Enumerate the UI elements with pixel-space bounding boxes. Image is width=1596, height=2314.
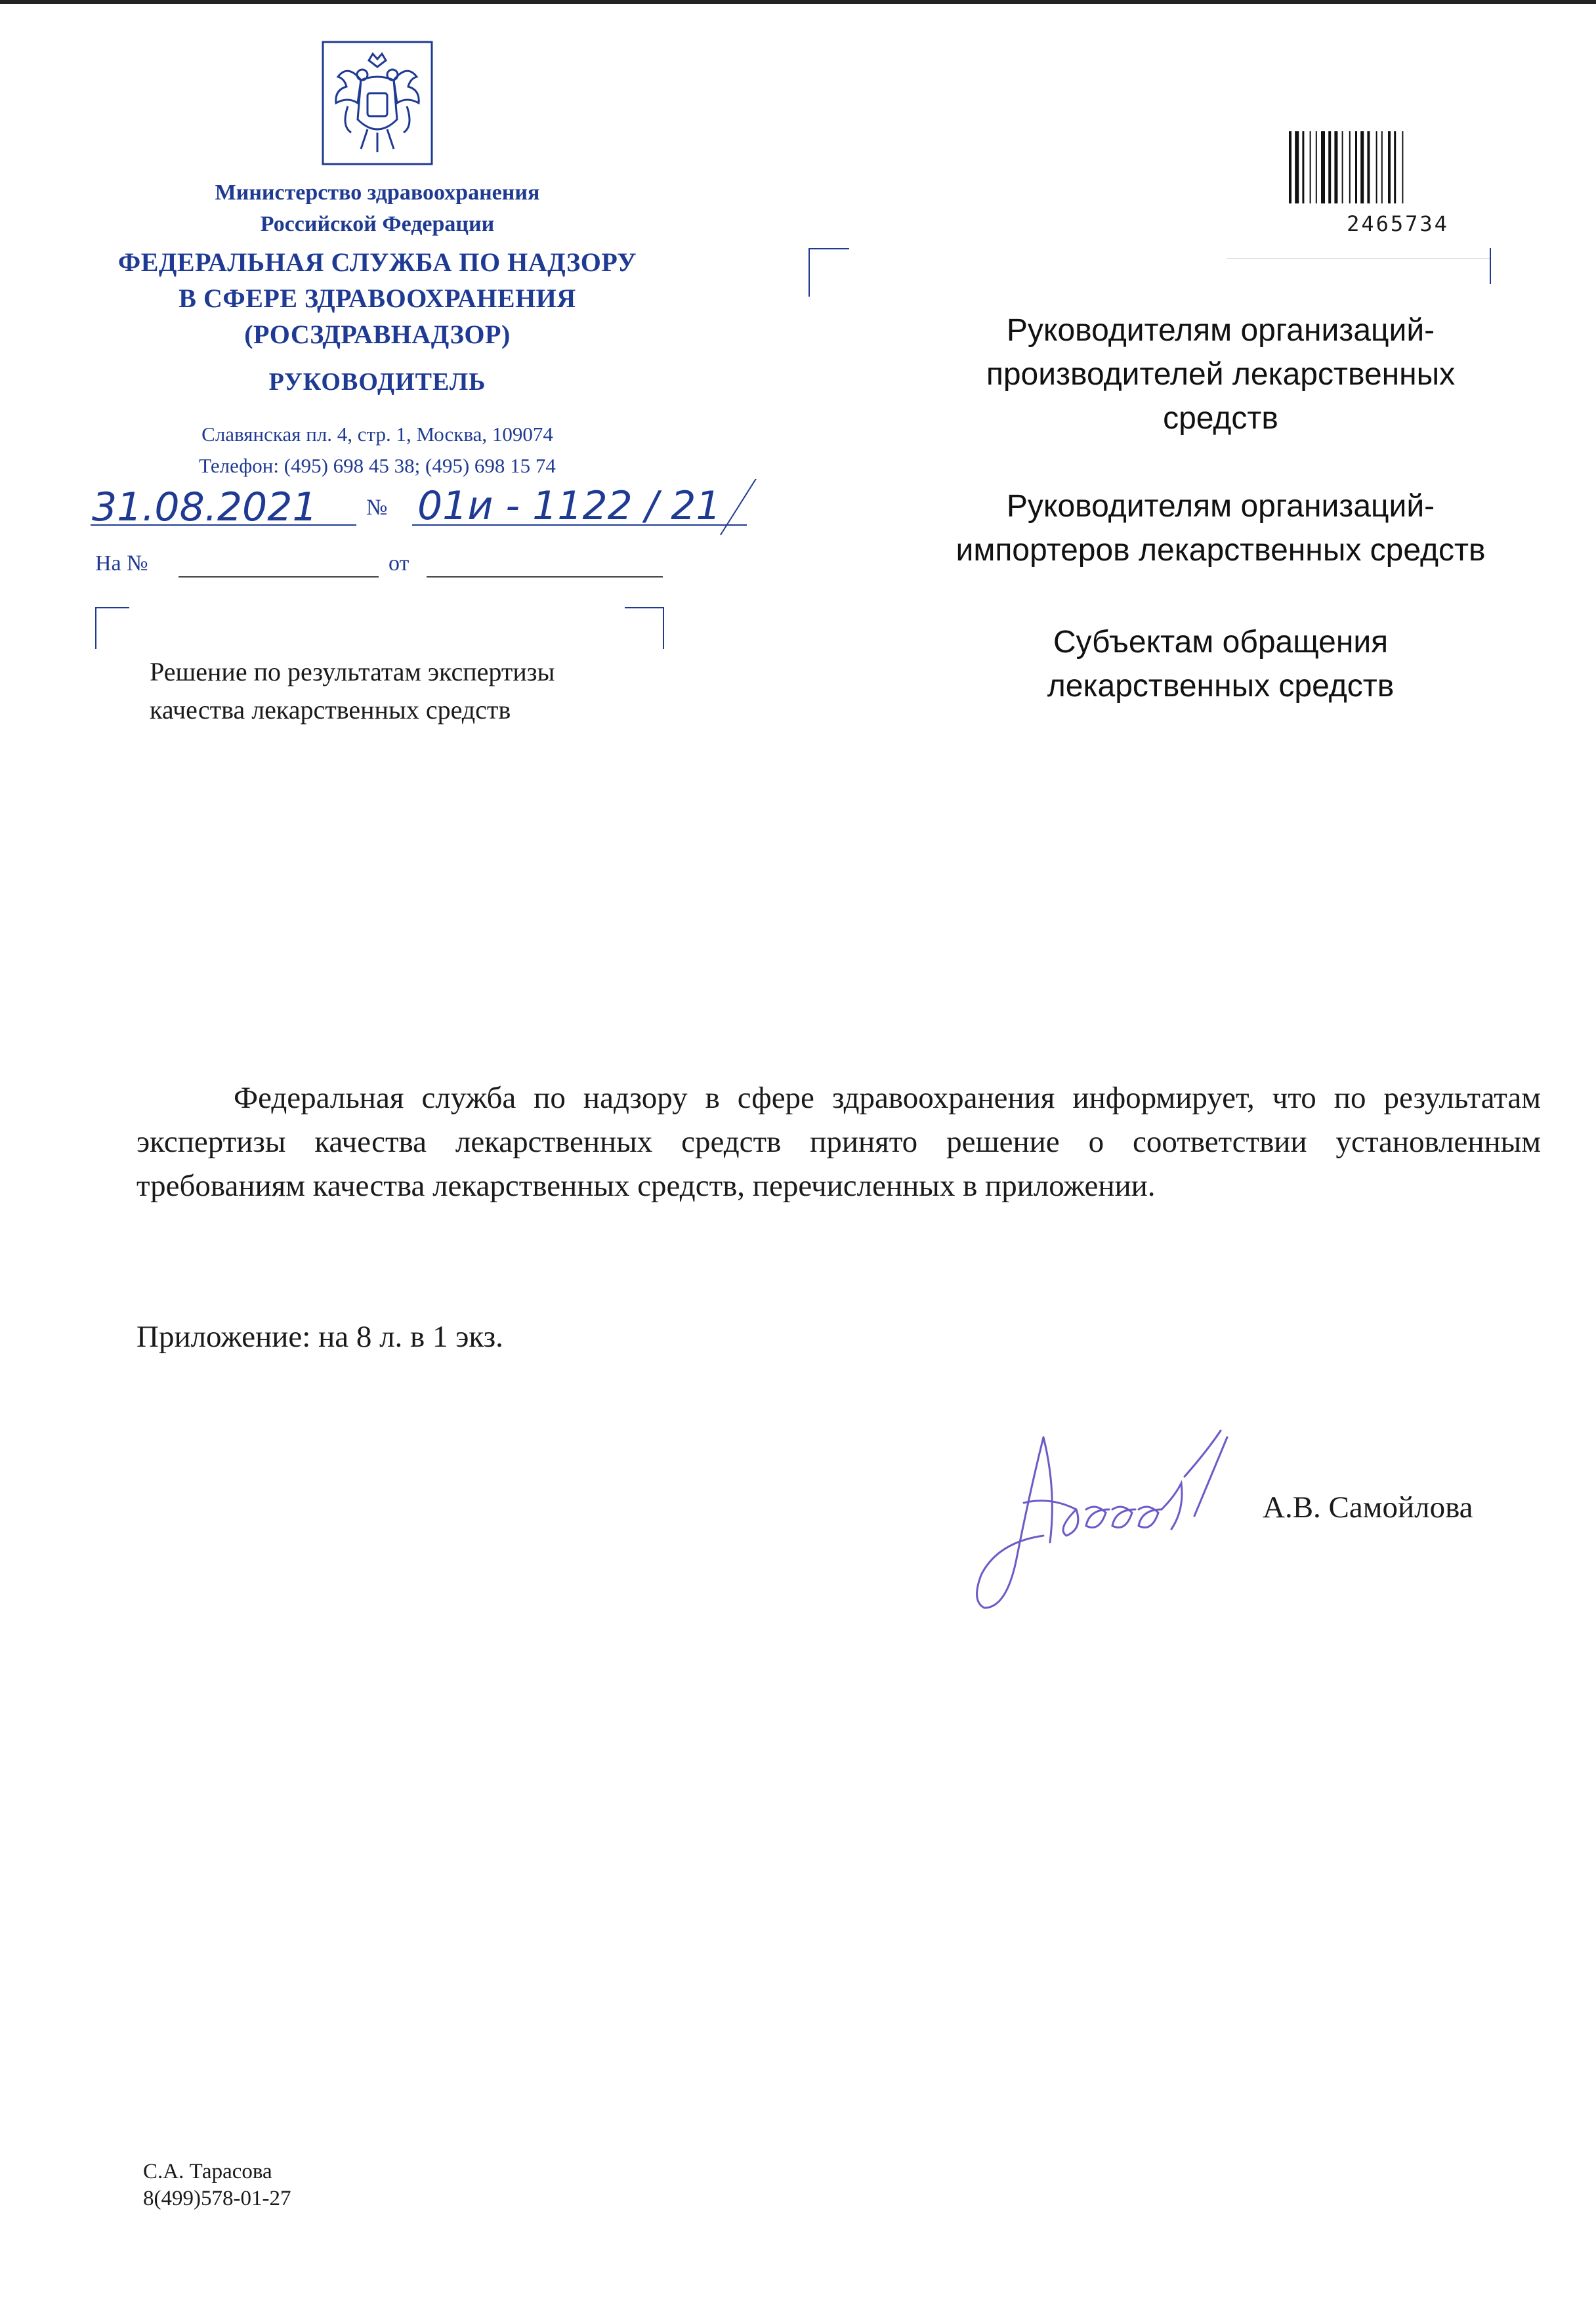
on-number-label: На № bbox=[95, 551, 148, 576]
barcode-bar bbox=[1367, 131, 1370, 203]
barcode-bar bbox=[1388, 131, 1391, 203]
subject-corner-mark-left bbox=[95, 607, 129, 649]
addressee-subjects bbox=[886, 620, 1555, 708]
position-title: РУКОВОДИТЕЛЬ bbox=[268, 368, 486, 396]
subject-corner-mark-right bbox=[625, 607, 664, 649]
letter-subject bbox=[150, 653, 707, 729]
scan-top-edge bbox=[0, 0, 1596, 4]
address-corner-mark bbox=[808, 248, 849, 297]
agency-line: В СФЕРЕ ЗДРАВООХРАНЕНИЯ bbox=[178, 284, 576, 313]
barcode-bar bbox=[1310, 131, 1311, 203]
subject-line: качества лекарственных средств bbox=[150, 695, 511, 725]
barcode-bar bbox=[1295, 131, 1299, 203]
barcode-bar bbox=[1289, 131, 1292, 203]
barcode-number: 2465734 bbox=[1347, 211, 1449, 236]
agency-line: ФЕДЕРАЛЬНАЯ СЛУЖБА ПО НАДЗОРУ bbox=[117, 247, 637, 277]
barcode-bar bbox=[1349, 131, 1351, 203]
registration-number: 01и - 1122 / 21 bbox=[417, 483, 721, 529]
barcode-bar bbox=[1381, 131, 1383, 203]
barcode-bar bbox=[1316, 131, 1317, 203]
barcode-bar bbox=[1302, 131, 1304, 203]
barcode-bar bbox=[1376, 131, 1377, 203]
ministry-line: Российской Федерации bbox=[260, 212, 495, 236]
addressee-line: лекарственных средств bbox=[1047, 669, 1395, 704]
addressee-line: средств bbox=[1163, 401, 1278, 436]
addressee-importers bbox=[886, 484, 1555, 572]
on-number-blank bbox=[178, 576, 379, 578]
addressee-line: импортеров лекарственных средств bbox=[956, 533, 1486, 568]
addressee-line: Руководителям организаций- bbox=[1006, 489, 1435, 524]
phone: Телефон: (495) 698 45 38; (495) 698 15 74 bbox=[199, 454, 556, 477]
barcode-bar bbox=[1394, 131, 1396, 203]
agency-name bbox=[72, 244, 682, 352]
barcode-bar bbox=[1328, 131, 1331, 203]
addressee-line: Руководителям организаций- bbox=[1006, 313, 1435, 348]
number-label: № bbox=[366, 495, 388, 520]
handwritten-signature-icon bbox=[945, 1411, 1260, 1621]
barcode-bar bbox=[1342, 131, 1343, 203]
from-label: от bbox=[388, 551, 410, 576]
addressee-manufacturers bbox=[886, 308, 1555, 440]
agency-line: (РОСЗДРАВНАДЗОР) bbox=[244, 320, 511, 349]
address: Славянская пл. 4, стр. 1, Москва, 109074 bbox=[201, 423, 553, 446]
executor-name: С.А. Тарасова bbox=[143, 2160, 272, 2183]
ministry-line: Министерство здравоохранения bbox=[215, 180, 540, 205]
attachment-note: Приложение: на 8 л. в 1 экз. bbox=[136, 1320, 503, 1354]
from-date-blank bbox=[427, 576, 663, 578]
executor-phone: 8(499)578-01-27 bbox=[143, 2187, 291, 2210]
barcode-bar bbox=[1402, 131, 1403, 203]
barcode-bar bbox=[1334, 131, 1337, 203]
registration-date: 31.08.2021 bbox=[92, 484, 318, 530]
contact-block bbox=[98, 419, 656, 482]
barcode-bar bbox=[1355, 131, 1357, 203]
double-headed-eagle-icon bbox=[322, 41, 433, 165]
barcode-bar bbox=[1360, 131, 1364, 203]
ministry-name bbox=[98, 177, 656, 240]
barcode-bar bbox=[1321, 131, 1325, 203]
addressee-line: производителей лекарственных bbox=[986, 357, 1456, 392]
subject-line: Решение по результатам экспертизы bbox=[150, 657, 555, 686]
addressee-line: Субъектам обращения bbox=[1053, 625, 1389, 660]
address-corner-mark-right bbox=[1490, 248, 1491, 284]
signer-name: А.В. Самойлова bbox=[1263, 1490, 1473, 1525]
barcode-divider bbox=[1227, 258, 1490, 259]
body-paragraph: Федеральная служба по надзору в сфере здравоохранения информирует, что по результатам экспертизы качества лекарственных средств принято решение о соответствии установленным требованиям качества лекарственных средств, перечисленных в приложении. bbox=[136, 1081, 1541, 1203]
